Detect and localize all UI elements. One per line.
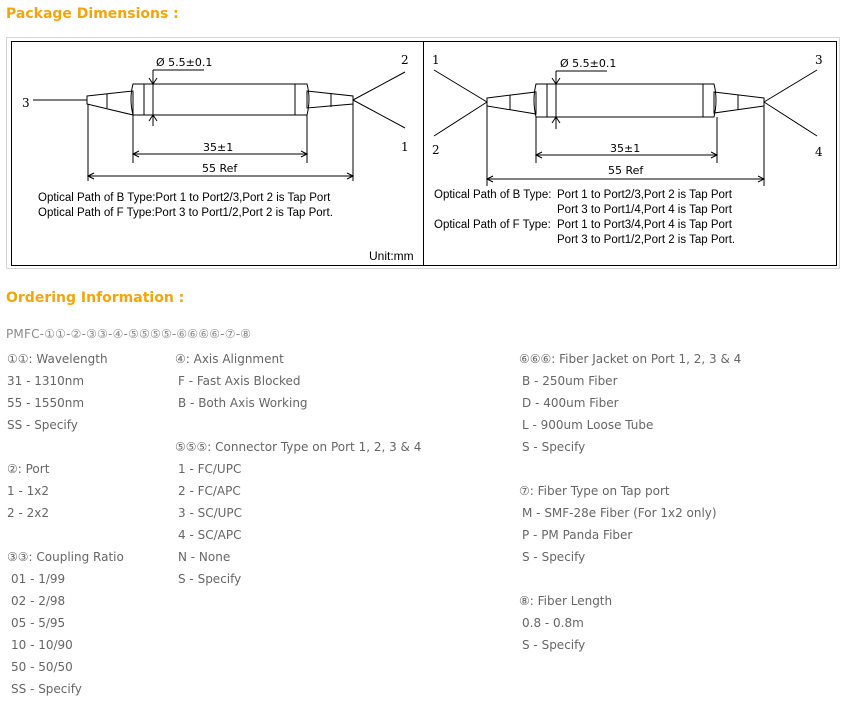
port-label-1-right: 1: [432, 53, 440, 67]
fiber-type-title: ⑦: Fiber Type on Tap port: [519, 484, 670, 498]
part-number-code: PMFC-①①-②-③③-④-⑤⑤⑤⑤-⑥⑥⑥⑥-⑦-⑧: [6, 327, 252, 341]
port-label-3-left: 3: [22, 96, 30, 110]
port-label-2-right: 2: [432, 143, 440, 157]
list-item: 05 - 5/95: [11, 616, 66, 630]
body-length-label-left: 35±1: [203, 141, 234, 154]
wavelength-title: ①①: Wavelength: [7, 352, 108, 366]
ref-length-label-right: 55 Ref: [608, 164, 644, 177]
port-label-1-left: 1: [401, 140, 409, 154]
optical-path-f-line1-right: Port 1 to Port3/4,Port 4 is Tap Port: [557, 219, 732, 231]
port-label-4-right: 4: [815, 145, 823, 159]
unit-label: Unit:mm: [369, 249, 414, 263]
optical-path-b-line2-right: Port 3 to Port1/4,Port 4 is Tap Port: [557, 204, 732, 216]
list-item: N - None: [178, 550, 231, 564]
optical-path-b-label-right: Optical Path of B Type:: [434, 189, 552, 201]
connector-type-title: ⑤⑤⑤: Connector Type on Port 1, 2, 3 & 4: [175, 440, 422, 454]
diameter-label-right: Ø 5.5±0.1: [560, 57, 617, 70]
list-item: 4 - SC/APC: [178, 528, 242, 542]
list-item: M - SMF-28e Fiber (For 1x2 only): [522, 506, 717, 520]
fiber-jacket-title: ⑥⑥⑥: Fiber Jacket on Port 1, 2, 3 & 4: [519, 352, 742, 366]
list-item: B - Both Axis Working: [178, 396, 308, 410]
port-label-3-right: 3: [815, 53, 823, 67]
optical-path-f-label-right: Optical Path of F Type:: [434, 219, 551, 231]
list-item: L - 900um Loose Tube: [522, 418, 654, 432]
port-label-2-left: 2: [401, 53, 409, 67]
list-item: 3 - SC/UPC: [178, 506, 243, 520]
list-item: F - Fast Axis Blocked: [178, 374, 301, 388]
diameter-label-left: Ø 5.5±0.1: [156, 56, 213, 69]
fiber-length-title: ⑧: Fiber Length: [519, 594, 613, 608]
list-item: 1 - 1x2: [7, 484, 49, 498]
list-item: 0.8 - 0.8m: [522, 616, 584, 630]
optical-path-f-left: Optical Path of F Type:Port 3 to Port1/2,Port 2 is Tap Port.: [38, 207, 333, 219]
ref-length-label-left: 55 Ref: [202, 162, 238, 175]
list-item: SS - Specify: [11, 682, 82, 696]
list-item: B - 250um Fiber: [522, 374, 618, 388]
coupler-1x2-drawing: [11, 41, 423, 266]
port-title: ②: Port: [7, 462, 50, 476]
body-length-label-right: 35±1: [610, 142, 641, 155]
list-item: S - Specify: [522, 440, 586, 454]
optical-path-b-line1-right: Port 1 to Port2/3,Port 2 is Tap Port: [557, 189, 732, 201]
ordering-information-heading: Ordering Information :: [6, 290, 185, 306]
list-item: 50 - 50/50: [11, 660, 73, 674]
package-dimensions-heading: Package Dimensions :: [6, 6, 179, 22]
list-item: 10 - 10/90: [11, 638, 73, 652]
list-item: 2 - 2x2: [7, 506, 49, 520]
list-item: 55 - 1550nm: [7, 396, 85, 410]
optical-path-f-line2-right: Port 3 to Port1/2,Port 2 is Tap Port.: [557, 234, 736, 246]
list-item: S - Specify: [522, 638, 586, 652]
optical-path-b-left: Optical Path of B Type:Port 1 to Port2/3,Port 2 is Tap Port: [38, 192, 331, 204]
axis-alignment-title: ④: Axis Alignment: [175, 352, 284, 366]
list-item: S - Specify: [178, 572, 242, 586]
list-item: P - PM Panda Fiber: [522, 528, 633, 542]
list-item: 2 - FC/APC: [178, 484, 241, 498]
list-item: 1 - FC/UPC: [178, 462, 242, 476]
list-item: D - 400um Fiber: [522, 396, 619, 410]
list-item: 02 - 2/98: [11, 594, 66, 608]
list-item: SS - Specify: [7, 418, 78, 432]
coupling-ratio-title: ③③: Coupling Ratio: [7, 550, 124, 564]
list-item: 31 - 1310nm: [7, 374, 85, 388]
list-item: S - Specify: [522, 550, 586, 564]
list-item: 01 - 1/99: [11, 572, 66, 586]
